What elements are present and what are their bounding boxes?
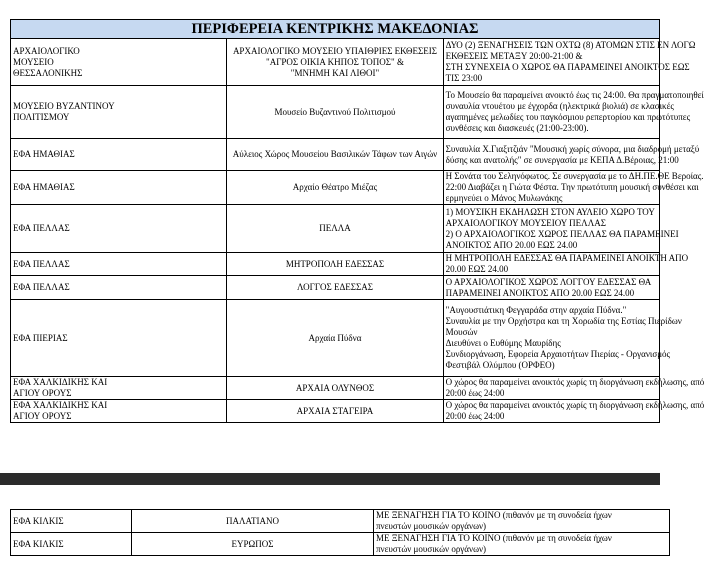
cell-text-line: ΜΟΥΣΕΙΟ ΒΥΖΑΝΤΙΝΟΥ: [13, 101, 115, 111]
cell-text-line: 22:00 Διαβάζει η Γιώτα Φέστα. Την πρωτότυπη μουσική συνθέσει και: [445, 182, 699, 192]
venue-cell: [227, 300, 443, 377]
cell-text-line: ΑΝΟΙΚΤΟΣ ΑΠΟ 20.00 ΕΩΣ 24.00: [445, 239, 578, 250]
cell-text-line: 2) Ο ΑΡΧΑΙΟΛΟΓΙΚΟΣ ΧΩΡΟΣ ΠΕΛΛΑΣ ΘΑ ΠΑΡΑΜΕΙΝΕΙ: [445, 228, 679, 239]
cell-text-line: 20.00 ΕΩΣ 24.00: [445, 264, 509, 274]
cell-text-line: Διευθύνει ο Ευθύμης Μαυρίδης: [445, 338, 561, 348]
cell-text-line: Αρχαίο Θέατρο Μιέζας: [292, 182, 378, 192]
table-row: [11, 300, 660, 377]
cell-text-line: ΕΥΡΩΠΟΣ: [231, 538, 274, 549]
venue-cell: [227, 253, 443, 276]
cell-text-line: ερμηνεύει ο Μάνος Μυλωνάκης: [445, 193, 563, 203]
cell-text-line: Αρχαία Πύδνα: [308, 332, 362, 343]
cell-text-line: ΑΓΙΟΥ ΟΡΟΥΣ: [13, 388, 72, 398]
page-break-separator: [0, 473, 660, 485]
event-description-cell: [443, 205, 679, 253]
cell-text-line: Το Μουσείο θα παραμείνει ανοικτό έως τις 24:00. Θα πραγματοποιηθεί: [445, 90, 704, 100]
cell-text-line: Μουσών: [445, 327, 478, 337]
cell-text-line: ΜΗΤΡΟΠΟΛΗ ΕΔΕΣΣΑΣ: [285, 258, 385, 269]
cell-text-line: Μουσείο Βυζαντινού Πολιτισμού: [274, 106, 396, 117]
cell-text-line: ΑΡΧΑΙΟΛΟΓΙΚΟ: [13, 45, 80, 56]
organization-cell: [11, 171, 227, 205]
event-description-cell: [443, 377, 704, 400]
organization-cell: [11, 39, 227, 86]
venue-cell: [227, 139, 443, 171]
cell-text-line: 1) ΜΟΥΣΙΚΗ ΕΚΔΗΛΩΣΗ ΣΤΟΝ ΑΥΛΕΙΟ ΧΩΡΟ ΤΟΥ: [445, 206, 655, 217]
events-table-body: [11, 39, 704, 423]
venue-cell: [132, 533, 374, 556]
events-table-body-continued: [11, 510, 670, 556]
table-row: [11, 533, 670, 556]
organization-cell: [11, 510, 132, 533]
cell-text-line: "Αυγουστιάτικη Φεγγαράδα στην αρχαία Πύδνα.": [445, 305, 627, 315]
event-description-cell: [443, 300, 682, 377]
organization-cell: [11, 86, 227, 139]
cell-text-line: ΑΡΧΑΙΑ ΣΤΑΓΕΙΡΑ: [296, 405, 374, 416]
cell-text-line: ΛΟΓΓΟΣ ΕΔΕΣΣΑΣ: [296, 282, 374, 292]
cell-text-line: Φεστιβάλ Ολύμπου (ΟΡΦΕΟ): [445, 360, 555, 370]
cell-text-line: ΑΡΧΑΙΟΛΟΓΙΚΟ ΜΟΥΣΕΙΟ ΥΠΑΙΘΡΙΕΣ ΕΚΘΕΣΕΙΣ: [232, 45, 438, 56]
cell-text-line: πνευστών μουσικών οργάνων): [376, 521, 487, 531]
cell-text-line: συνθέσεις και διασκευές (21:00-23:00).: [445, 123, 589, 133]
cell-text-line: Αύλειος Χώρος Μουσείου Βασιλικών Τάφων των Αιγών: [232, 149, 438, 159]
venue-cell: [227, 205, 443, 253]
cell-text-line: αγαπημένες μελωδίες του παγκόσμιου ρεπερτορίου και πρωτότυπες: [445, 112, 691, 122]
cell-text-line: ΕΦΑ ΚΙΛΚΙΣ: [13, 538, 64, 549]
cell-text-line: 20:00 έως 24:00: [445, 411, 505, 421]
cell-text-line: ΑΡΧΑΙΟΛΟΓΙΚΟΥ ΜΟΥΣΕΙΟΥ ΠΕΛΛΑΣ: [445, 217, 606, 228]
cell-text-line: ΜΟΥΣΕΙΟ: [13, 56, 54, 67]
cell-text-line: Συναυλία Χ.Γιαξιτζιάν "Μουσική χωρίς σύνορα, μια διαδρομή μεταξύ: [445, 143, 700, 154]
cell-text-line: "ΜΝΗΜΗ ΚΑΙ ΛΙΘΟΙ": [290, 67, 380, 78]
cell-text-line: Η ΜΗΤΡΟΠΟΛΗ ΕΔΕΣΣΑΣ ΘΑ ΠΑΡΑΜΕΙΝΕΙ ΑΝΟΙΚΤΗ ΑΠΟ: [445, 253, 689, 263]
cell-text-line: ΠΑΡΑΜΕΙΝΕΙ ΑΝΟΙΚΤΟΣ ΑΠΟ 20.00 ΕΩΣ 24.00: [445, 287, 635, 298]
cell-text-line: Η Σονάτα του Σεληνόφωτος. Σε συνεργασία με το ΔΗ.ΠΕ.ΘΕ Βεροίας.: [445, 171, 704, 181]
cell-text-line: ΕΦΑ ΠΙΕΡΙΑΣ: [13, 332, 68, 343]
cell-text-line: Συνδιοργάνωση, Εφορεία Αρχαιοτήτων Πιερίας - Οργανισμός: [445, 349, 671, 359]
cell-text-line: ΕΚΘΕΣΕΙΣ ΜΕΤΑΞΥ 20:00-21:00 &: [445, 51, 583, 61]
region-title: ΠΕΡΙΦΕΡΕΙΑ ΚΕΝΤΡΙΚΗΣ ΜΑΚΕΔΟΝΙΑΣ: [11, 20, 660, 39]
cell-text-line: 20:00 έως 24:00: [445, 388, 505, 398]
cell-text-line: ΠΕΛΛΑ: [319, 223, 351, 233]
organization-cell: [11, 205, 227, 253]
cell-text-line: ΕΦΑ ΚΙΛΚΙΣ: [13, 515, 64, 526]
events-table: [10, 19, 704, 423]
organization-cell: [11, 139, 227, 171]
cell-text-line: ΠΑΛΑΤΙΑΝΟ: [225, 515, 280, 526]
cell-text-line: ΕΦΑ ΧΑΛΚΙΔΙΚΗΣ ΚΑΙ: [13, 377, 108, 387]
event-description-cell: [443, 400, 704, 423]
event-description-cell: [443, 39, 696, 86]
events-table-continued: [10, 509, 670, 556]
organization-cell: [11, 300, 227, 377]
organization-cell: [11, 533, 132, 556]
event-description-cell: [374, 510, 670, 533]
region-title-row: [11, 20, 660, 39]
cell-text-line: ΕΦΑ ΠΕΛΛΑΣ: [13, 258, 70, 269]
cell-text-line: συναυλία ντουέτου με έγχορδα (ηλεκτρικά βιολιά) σε κλασικές: [445, 101, 674, 111]
venue-cell: [227, 377, 443, 400]
cell-text-line: δύσης και ανατολής" σε συνεργασία με ΚΕΠΑ Δ.Βέροιας, 21:00: [445, 154, 679, 165]
cell-text-line: ΕΦΑ ΧΑΛΚΙΔΙΚΗΣ ΚΑΙ: [13, 400, 108, 410]
table-row: [11, 86, 660, 139]
table-row: [11, 276, 660, 300]
cell-text-line: πνευστών μουσικών οργάνων): [376, 544, 487, 554]
cell-text-line: Ο χώρος θα παραμείνει ανοικτός χωρίς τη διοργάνωση εκδήλωσης, από: [445, 400, 704, 410]
table-row: [11, 39, 660, 86]
document-page-top: [10, 19, 704, 423]
cell-text-line: ΕΦΑ ΠΕΛΛΑΣ: [13, 282, 70, 292]
venue-cell: [227, 400, 443, 423]
cell-text-line: Συναυλία με την Ορχήστρα και τη Χορωδία της Εστίας Πιερίδων: [445, 316, 682, 326]
venue-cell: [227, 86, 443, 139]
cell-text-line: ΕΦΑ ΗΜΑΘΙΑΣ: [13, 149, 75, 159]
event-description-cell: [443, 276, 659, 300]
table-row: [11, 510, 670, 533]
event-description-cell: [443, 86, 704, 139]
table-row: [11, 205, 660, 253]
organization-cell: [11, 276, 227, 300]
cell-text-line: ΜΕ ΞΕΝΑΓΗΣΗ ΓΙΑ ΤΟ ΚΟΙΝΟ (πιθανόν με τη συνοδεία ήχων: [376, 510, 612, 520]
cell-text-line: ΕΦΑ ΠΕΛΛΑΣ: [13, 223, 70, 233]
cell-text-line: ΑΓΙΟΥ ΟΡΟΥΣ: [13, 411, 72, 421]
table-row: [11, 377, 660, 400]
cell-text-line: ΑΡΧΑΙΑ ΟΛΥΝΘΟΣ: [295, 382, 375, 393]
document-page-bottom: [10, 509, 660, 556]
organization-cell: [11, 400, 227, 423]
cell-text-line: ΕΦΑ ΗΜΑΘΙΑΣ: [13, 182, 75, 192]
cell-text-line: "ΑΓΡΟΣ ΟΙΚΙΑ ΚΗΠΟΣ ΤΟΠΟΣ" &: [266, 56, 404, 67]
event-description-cell: [443, 139, 700, 171]
venue-cell: [227, 39, 443, 86]
cell-text-line: Ο ΑΡΧΑΙΟΛΟΓΙΚΟΣ ΧΩΡΟΣ ΛΟΓΓΟΥ ΕΔΕΣΣΑΣ ΘΑ: [445, 276, 652, 287]
table-row: [11, 253, 660, 276]
organization-cell: [11, 377, 227, 400]
event-description-cell: [443, 253, 689, 276]
event-description-cell: [443, 171, 704, 205]
organization-cell: [11, 253, 227, 276]
cell-text-line: ΜΕ ΞΕΝΑΓΗΣΗ ΓΙΑ ΤΟ ΚΟΙΝΟ (πιθανόν με τη συνοδεία ήχων: [376, 533, 612, 543]
cell-text-line: ΘΕΣΣΑΛΟΝΙΚΗΣ: [13, 67, 83, 78]
cell-text-line: ΔΥΟ (2) ΞΕΝΑΓΗΣΕΙΣ ΤΩΝ ΟΧΤΩ (8) ΑΤΟΜΩΝ ΣΤΙΣ ΕΝ ΛΟΓΩ: [445, 40, 696, 50]
venue-cell: [132, 510, 374, 533]
venue-cell: [227, 276, 443, 300]
cell-text-line: ΣΤΗ ΣΥΝΕΧΕΙΑ Ο ΧΩΡΟΣ ΘΑ ΠΑΡΑΜΕΙΝΕΙ ΑΝΟΙΚΤΟΣ ΕΩΣ: [445, 62, 690, 72]
table-row: [11, 400, 660, 423]
cell-text-line: Ο χώρος θα παραμείνει ανοικτός χωρίς τη διοργάνωση εκδήλωσης, από: [445, 377, 704, 387]
cell-text-line: ΤΙΣ 23:00: [445, 73, 483, 83]
venue-cell: [227, 171, 443, 205]
cell-text-line: ΠΟΛΙΤΙΣΜΟΥ: [13, 112, 70, 122]
table-row: [11, 139, 660, 171]
event-description-cell: [374, 533, 670, 556]
table-row: [11, 171, 660, 205]
